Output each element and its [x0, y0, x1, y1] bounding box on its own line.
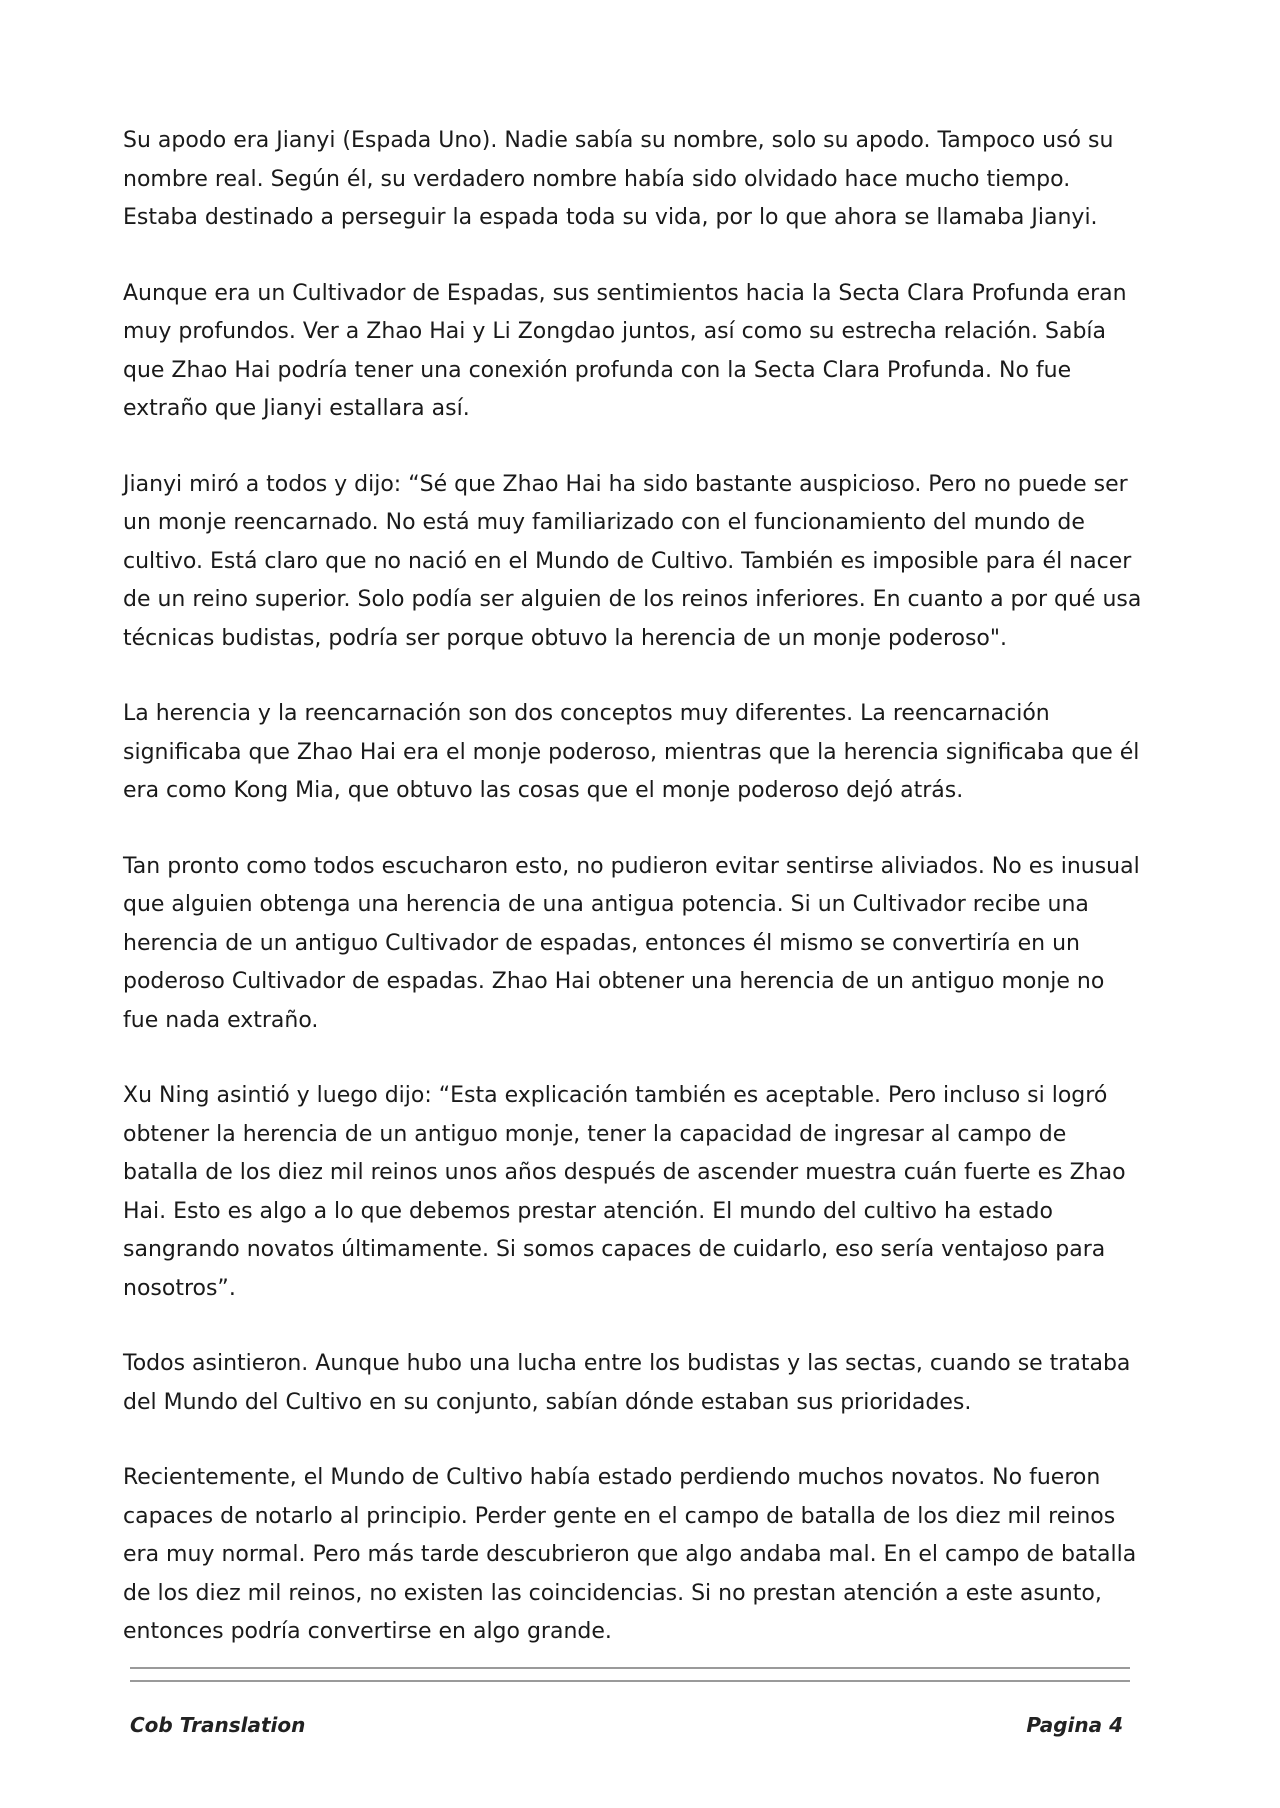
paragraph-8: Recientemente, el Mundo de Cultivo había estado perdiendo muchos novatos. No fueron capaces de notarlo al principio. Perder gente en el campo de batalla de los diez mil reinos era muy normal. Pero más tarde descubrieron que algo andaba mal. En el campo de batalla de los diez mil reinos, no existen las coincidencias. Si no prestan atención a este asunto, entonces podría convertirse en algo grande. — [123, 1465, 1137, 1644]
paragraph-1: Su apodo era Jianyi (Espada Uno). Nadie sabía su nombre, solo su apodo. Tampoco usó su nombre real. Según él, su verdadero nombre había sido olvidado hace mucho tiempo. Estaba destinado a perseguir la espada toda su vida, por lo que ahora se llamaba Jianyi. — [123, 128, 1114, 230]
paragraph-3: Jianyi miró a todos y dijo: “Sé que Zhao Hai ha sido bastante auspicioso. Pero no puede ser un monje reencarnado. No está muy familiarizado con el funcionamiento del mundo de cultivo. Está claro que no nació en el Mundo de Cultivo. También es imposible para él nacer de un reino superior. Solo podía ser alguien de los reinos inferiores. En cuanto a por qué usa técnicas budistas, podría ser porque obtuvo la herencia de un monje poderoso". — [123, 471, 1142, 651]
footer-divider-top — [130, 1667, 1130, 1669]
paragraph-7: Todos asintieron. Aunque hubo una lucha entre los budistas y las sectas, cuando se trataba del Mundo del Cultivo en su conjunto, sabían dónde estaban sus prioridades. — [123, 1351, 1131, 1415]
footer-translator-credit: Cob Translation — [130, 1713, 306, 1737]
paragraph-2: Aunque era un Cultivador de Espadas, sus sentimientos hacia la Secta Clara Profunda eran muy profundos. Ver a Zhao Hai y Li Zongdao juntos, así como su estrecha relación. Sabía que Zhao Hai podría tener una conexión profunda con la Secta Clara Profunda. No fue extraño que Jianyi estallara así. — [123, 280, 1127, 421]
paragraph-4: La herencia y la reencarnación son dos conceptos muy diferentes. La reencarnación significaba que Zhao Hai era el monje poderoso, mientras que la herencia significaba que él era como Kong Mia, que obtuvo las cosas que el monje poderoso dejó atrás. — [123, 701, 1140, 803]
paragraph-5: Tan pronto como todos escucharon esto, no pudieron evitar sentirse aliviados. No es inusual que alguien obtenga una herencia de una antigua potencia. Si un Cultivador recibe una herencia de un antiguo Cultivador de espadas, entonces él mismo se convertiría en un poderoso Cultivador de espadas. Zhao Hai obtener una herencia de un antiguo monje no fue nada extraño. — [123, 853, 1140, 1033]
footer-page-number: Pagina 4 — [1026, 1713, 1123, 1737]
paragraph-6: Xu Ning asintió y luego dijo: “Esta explicación también es aceptable. Pero incluso si logró obtener la herencia de un antiguo monje, tener la capacidad de ingresar al campo de batalla de los diez mil reinos unos años después de ascender muestra cuán fuerte es Zhao Hai. Esto es algo a lo que debemos prestar atención. El mundo del cultivo ha estado sangrando novatos últimamente. Si somos capaces de cuidarlo, eso sería ventajoso para nosotros”. — [123, 1083, 1126, 1301]
body-text — [123, 122, 1145, 1689]
footer-divider-bottom — [130, 1680, 1130, 1682]
